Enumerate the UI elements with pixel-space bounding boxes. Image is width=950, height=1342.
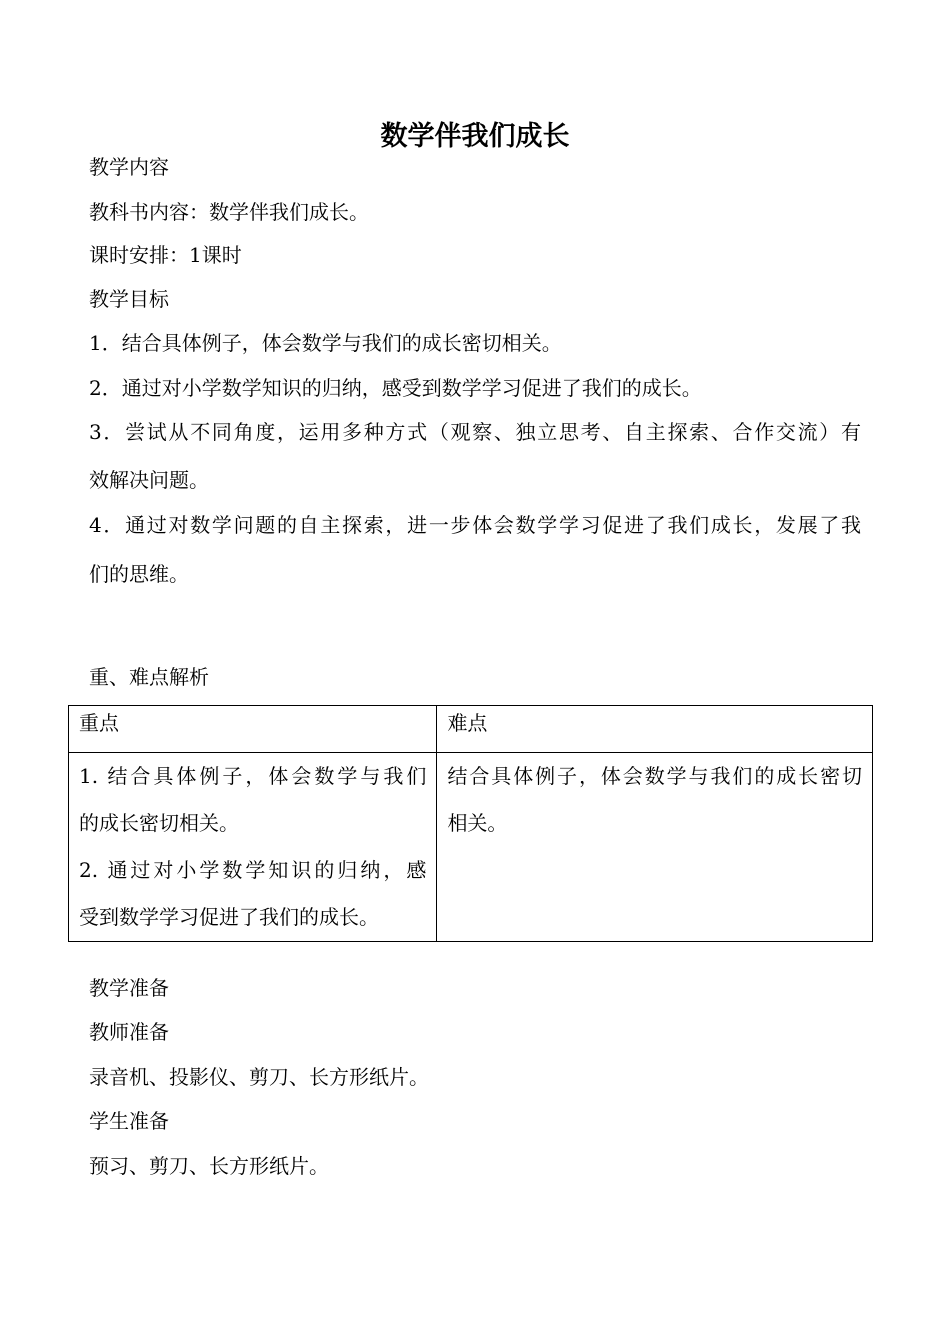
key-points-cell	[69, 753, 437, 942]
key-point-line: 2. 通过对小学数学知识的归纳，感	[79, 858, 427, 882]
teaching-content-heading: 教学内容	[89, 155, 169, 179]
objective-4-line-1: 4．通过对数学问题的自主探索，进一步体会数学学习促进了我们成长，发展了我	[89, 513, 861, 537]
table-header-row	[69, 706, 873, 753]
table-body-row	[69, 753, 873, 942]
key-points-header: 重点	[69, 706, 437, 753]
preparation-heading: 教学准备	[89, 976, 169, 1000]
schedule: 课时安排：1课时	[89, 243, 242, 267]
key-point-line: 的成长密切相关。	[79, 811, 239, 835]
textbook-content: 教科书内容：数学伴我们成长。	[89, 200, 369, 224]
teacher-prep-heading: 教师准备	[89, 1020, 169, 1044]
difficult-points-cell	[437, 753, 873, 942]
key-points-table	[68, 705, 873, 942]
key-point-line: 1. 结合具体例子，体会数学与我们	[79, 764, 427, 788]
objective-3-line-2: 效解决问题。	[89, 468, 209, 492]
objectives-heading: 教学目标	[89, 287, 169, 311]
objective-2: 2．通过对小学数学知识的归纳，感受到数学学习促进了我们的成长。	[89, 376, 702, 400]
student-prep-heading: 学生准备	[89, 1109, 169, 1133]
objective-4-line-2: 们的思维。	[89, 562, 189, 586]
objective-3-line-1: 3．尝试从不同角度，运用多种方式（观察、独立思考、自主探索、合作交流）有	[89, 420, 861, 444]
key-point-line: 受到数学学习促进了我们的成长。	[79, 905, 379, 929]
objective-1: 1．结合具体例子，体会数学与我们的成长密切相关。	[89, 331, 562, 355]
difficult-points-header: 难点	[437, 706, 873, 753]
difficult-point-line: 相关。	[447, 811, 508, 835]
teacher-prep: 录音机、投影仪、剪刀、长方形纸片。	[89, 1065, 429, 1089]
difficult-point-line: 结合具体例子，体会数学与我们的成长密切	[447, 764, 862, 788]
key-points-heading: 重、难点解析	[89, 665, 209, 689]
student-prep: 预习、剪刀、长方形纸片。	[89, 1154, 329, 1178]
page-title: 数学伴我们成长	[380, 121, 570, 152]
